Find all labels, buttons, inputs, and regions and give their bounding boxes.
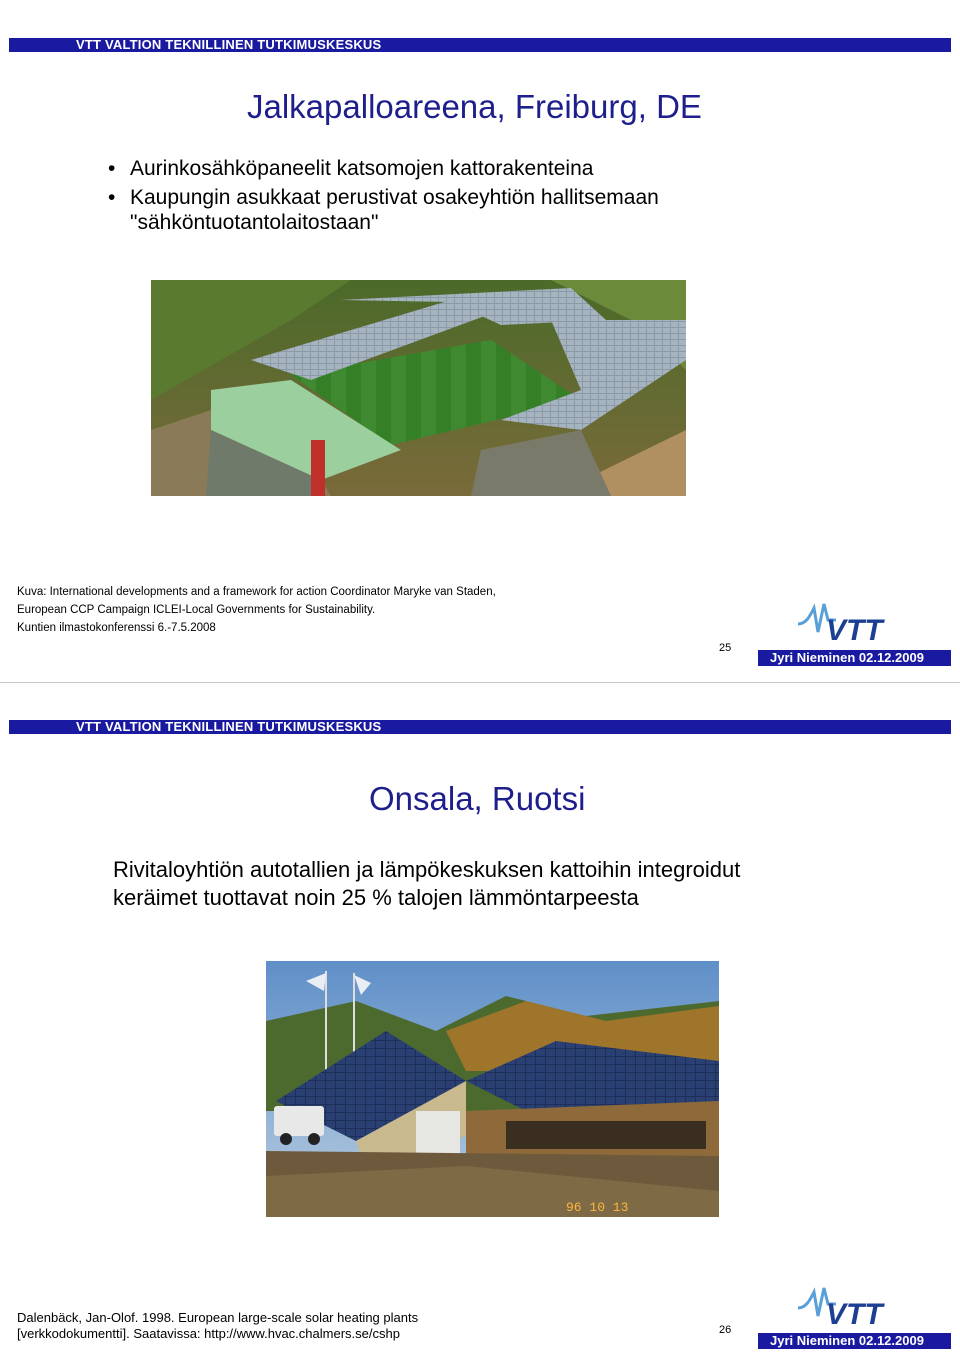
vtt-logo [796, 602, 908, 644]
org-name: VTT VALTION TEKNILLINEN TUTKIMUSKESKUS [76, 719, 382, 734]
header-bar [9, 720, 951, 734]
photo-date-stamp: 96 10 13 [566, 1200, 629, 1215]
source-reference [17, 1310, 418, 1342]
stadium-photo [151, 280, 686, 496]
header-bar [9, 38, 951, 52]
caption-line: Kuntien ilmastokonferenssi 6.-7.5.2008 [17, 622, 216, 634]
slide-title: Onsala, Ruotsi [369, 780, 586, 817]
photo-caption [17, 583, 496, 637]
bullet-item: • Aurinkosähköpaneelit katsomojen kattorakenteina [108, 156, 868, 181]
author-date: Jyri Nieminen 02.12.2009 [758, 650, 951, 666]
slide-25 [0, 0, 960, 683]
body-line: keräimet tuottavat noin 25 % talojen lämmöntarpeesta [113, 885, 639, 910]
bullet-item: • Kaupungin asukkaat perustivat osakeyhtiön hallitsemaan "sähköntuotantolaitostaan" [108, 185, 868, 235]
solar-collector-photo [266, 961, 719, 1217]
source-line: Dalenbäck, Jan-Olof. 1998. European large-scale solar heating plants [17, 1310, 419, 1325]
org-name: VTT VALTION TEKNILLINEN TUTKIMUSKESKUS [76, 37, 382, 52]
author-date: Jyri Nieminen 02.12.2009 [758, 1333, 951, 1349]
slide-26 [0, 683, 960, 1367]
svg-text:VTT: VTT [826, 614, 883, 644]
caption-line: European CCP Campaign ICLEI-Local Governments for Sustainability. [17, 604, 376, 616]
body-text [113, 856, 873, 912]
source-line: [verkkodokumentti]. Saatavissa: http://www.hvac.chalmers.se/cshp [17, 1326, 400, 1341]
vtt-logo [796, 1286, 908, 1328]
bullet-list [108, 156, 868, 239]
slide-title: Jalkapalloareena, Freiburg, DE [247, 88, 702, 125]
vtt-wave-logo-icon [796, 602, 908, 644]
page-number: 26 [719, 1324, 732, 1336]
body-line: Rivitaloyhtiön autotallien ja lämpökeskuksen kattoihin integroidut [113, 857, 741, 882]
page-number: 25 [719, 642, 732, 654]
caption-line: Kuva: International developments and a framework for action Coordinator Maryke van Staden, [17, 586, 496, 598]
vtt-wave-logo-icon [796, 1286, 908, 1328]
svg-text:VTT: VTT [826, 1298, 883, 1328]
